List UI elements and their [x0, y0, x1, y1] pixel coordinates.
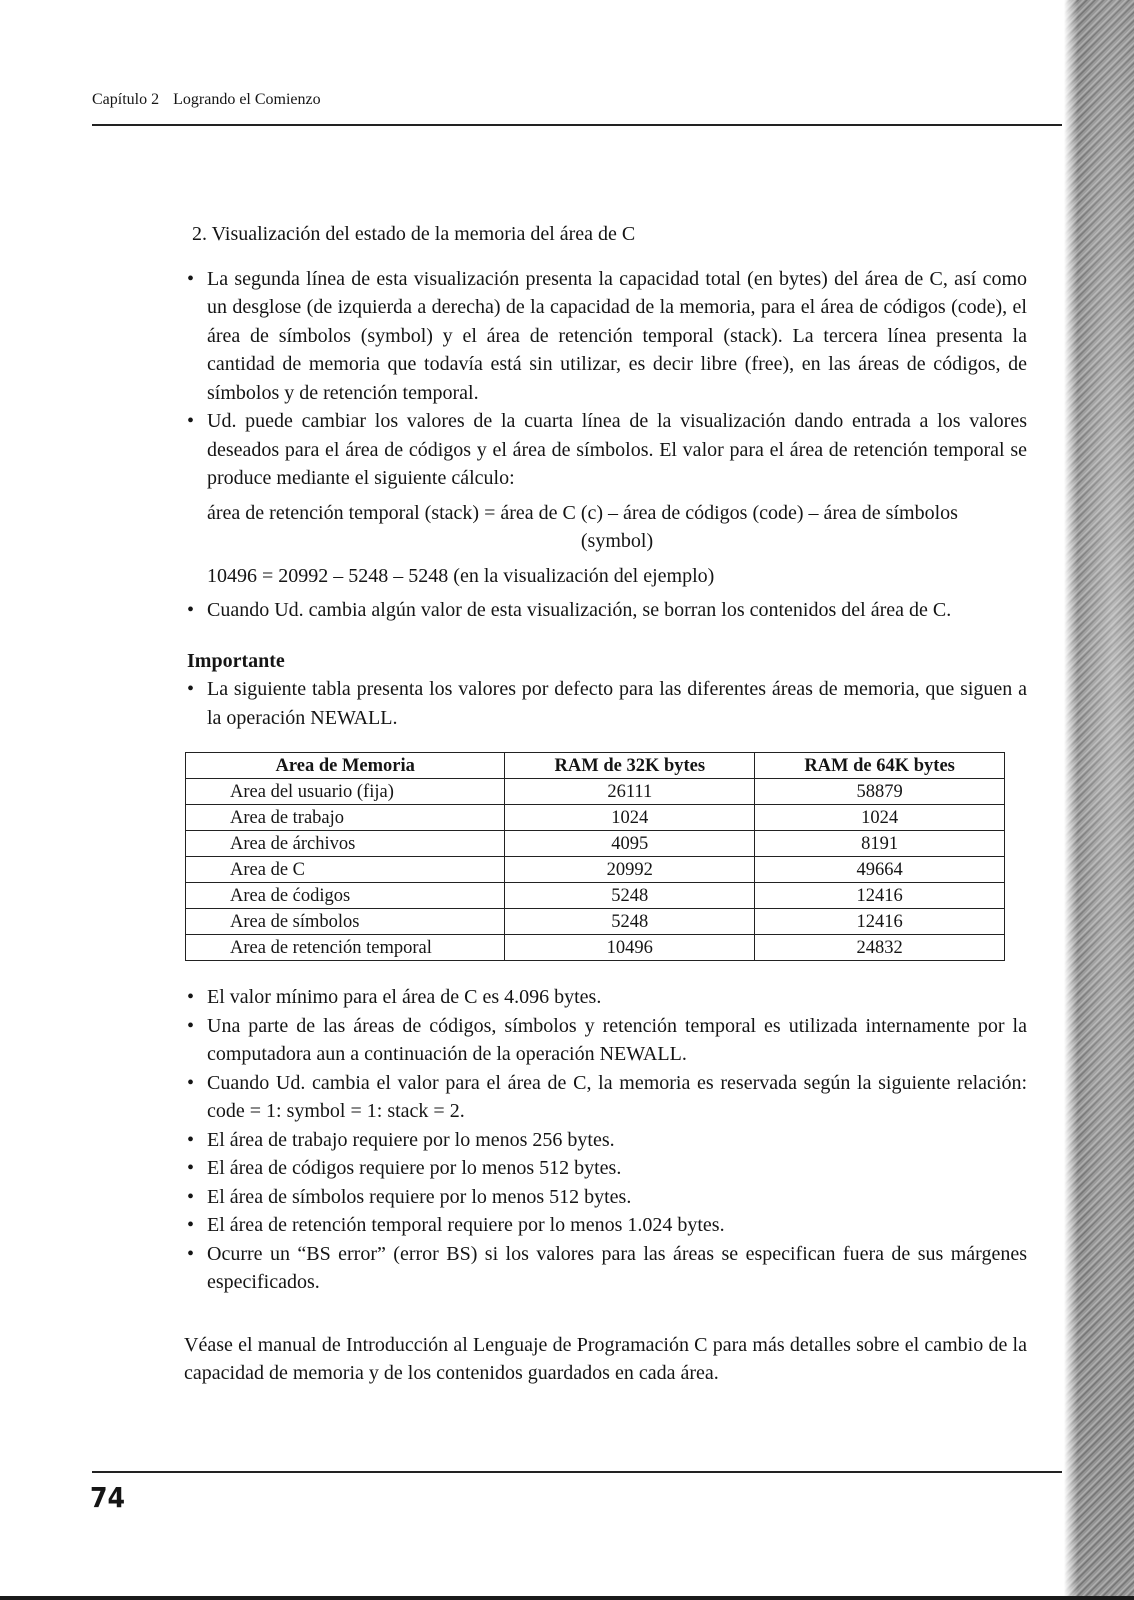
table-cell: 26111 — [505, 779, 755, 805]
table-cell: Area del usuario (fija) — [186, 779, 505, 805]
table-row — [186, 857, 1005, 883]
list-item: • El área de trabajo requiere por lo menos 256 bytes. — [187, 1126, 1027, 1155]
table-cell: 1024 — [505, 805, 755, 831]
table-cell: 12416 — [755, 883, 1005, 909]
bullet-list-top — [187, 265, 1027, 493]
formula-example: 10496 = 20992 – 5248 – 5248 (en la visualización del ejemplo) — [207, 564, 715, 587]
table-cell: 5248 — [505, 883, 755, 909]
table-cell: 4095 — [505, 831, 755, 857]
page-number: 74 — [90, 1481, 126, 1514]
table-cell: 24832 — [755, 935, 1005, 961]
list-item: • Una parte de las áreas de códigos, símbolos y retención temporal es utilizada internamente por la computadora aun a continuación de la operación NEWALL. — [187, 1012, 1027, 1069]
list-item: • El área de retención temporal requiere por lo menos 1.024 bytes. — [187, 1211, 1027, 1240]
list-item: • Ocurre un “BS error” (error BS) si los valores para las áreas se especifican fuera de sus márgenes especificados. — [187, 1240, 1027, 1297]
bullet-list-change — [187, 596, 1027, 625]
table-row — [186, 883, 1005, 909]
table-cell: Area de retención temporal — [186, 935, 505, 961]
column-header: Area de Memoria — [186, 753, 505, 779]
list-item: • Cuando Ud. cambia el valor para el área de C, la memoria es reservada según la siguiente relación: code = 1: symbol = 1: stack = 2. — [187, 1069, 1027, 1126]
table-cell: Area de trabajo — [186, 805, 505, 831]
table-row — [186, 935, 1005, 961]
table-cell: 49664 — [755, 857, 1005, 883]
table-row — [186, 805, 1005, 831]
table-cell: Area de símbolos — [186, 909, 505, 935]
table-cell: 12416 — [755, 909, 1005, 935]
table-cell: 8191 — [755, 831, 1005, 857]
list-item: • La segunda línea de esta visualización presenta la capacidad total (en bytes) del área de C, así como un desglose (de izquierda a derecha) de la capacidad de la memoria, para el área de códigos (code), el área de símbolos (symbol) y el área de retención temporal (stack). La tercera línea presenta la cantidad de memoria que todavía está sin utilizar, es decir libre (free), en las áreas de códigos, de símbolos y de retención temporal. — [187, 265, 1027, 408]
closing-paragraph: Véase el manual de Introducción al Lenguaje de Programación C para más detalles sobre el cambio de la capacidad de memoria y de los contenidos guardados en cada área. — [184, 1333, 1027, 1384]
bullet-list-important — [187, 675, 1027, 732]
table-header-row — [186, 753, 1005, 779]
scan-bottom-edge — [0, 1596, 1134, 1600]
header-rule — [92, 124, 1062, 126]
list-item: • Ud. puede cambiar los valores de la cuarta línea de la visualización dando entrada a los valores deseados para el área de códigos y el área de símbolos. El valor para el área de retención temporal se produce mediante el siguiente cálculo: — [187, 407, 1027, 493]
column-header: RAM de 32K bytes — [505, 753, 755, 779]
important-heading: Importante — [187, 649, 285, 672]
page-body — [184, 220, 1027, 1388]
list-item: • Cuando Ud. cambia algún valor de esta visualización, se borran los contenidos del área de C. — [187, 596, 1027, 625]
table-row — [186, 831, 1005, 857]
bullet-list-bottom — [187, 983, 1027, 1297]
table-cell: 20992 — [505, 857, 755, 883]
formula-line: (symbol) — [580, 530, 654, 552]
header-title: Logrando el Comienzo — [173, 91, 321, 108]
table-cell: 58879 — [755, 779, 1005, 805]
list-item: • La siguiente tabla presenta los valores por defecto para las diferentes áreas de memoria, que siguen a la operación NEWALL. — [187, 675, 1027, 732]
book-binding-shadow — [1064, 0, 1134, 1600]
table-cell: Area de ćodigos — [186, 883, 505, 909]
list-item: • El área de símbolos requiere por lo menos 512 bytes. — [187, 1183, 1027, 1212]
footer-rule — [92, 1471, 1062, 1473]
list-item: • El área de códigos requiere por lo menos 512 bytes. — [187, 1154, 1027, 1183]
header-chapter: Capítulo 2 — [92, 91, 160, 108]
formula-line: área de retención temporal (stack) = área de C (c) – área de códigos (code) – área de símbolos — [207, 501, 958, 524]
table-cell: 1024 — [755, 805, 1005, 831]
running-header — [92, 91, 321, 109]
table-cell: 10496 — [505, 935, 755, 961]
table-cell: Area de C — [186, 857, 505, 883]
memory-defaults-table — [185, 752, 1005, 961]
section-title: 2. Visualización del estado de la memoria del área de C — [192, 223, 636, 245]
stack-formula — [207, 499, 1027, 556]
column-header: RAM de 64K bytes — [755, 753, 1005, 779]
list-item: • El valor mínimo para el área de C es 4.096 bytes. — [187, 983, 1027, 1012]
table-cell: Area de árchivos — [186, 831, 505, 857]
table-row — [186, 909, 1005, 935]
table-row — [186, 779, 1005, 805]
table-cell: 5248 — [505, 909, 755, 935]
